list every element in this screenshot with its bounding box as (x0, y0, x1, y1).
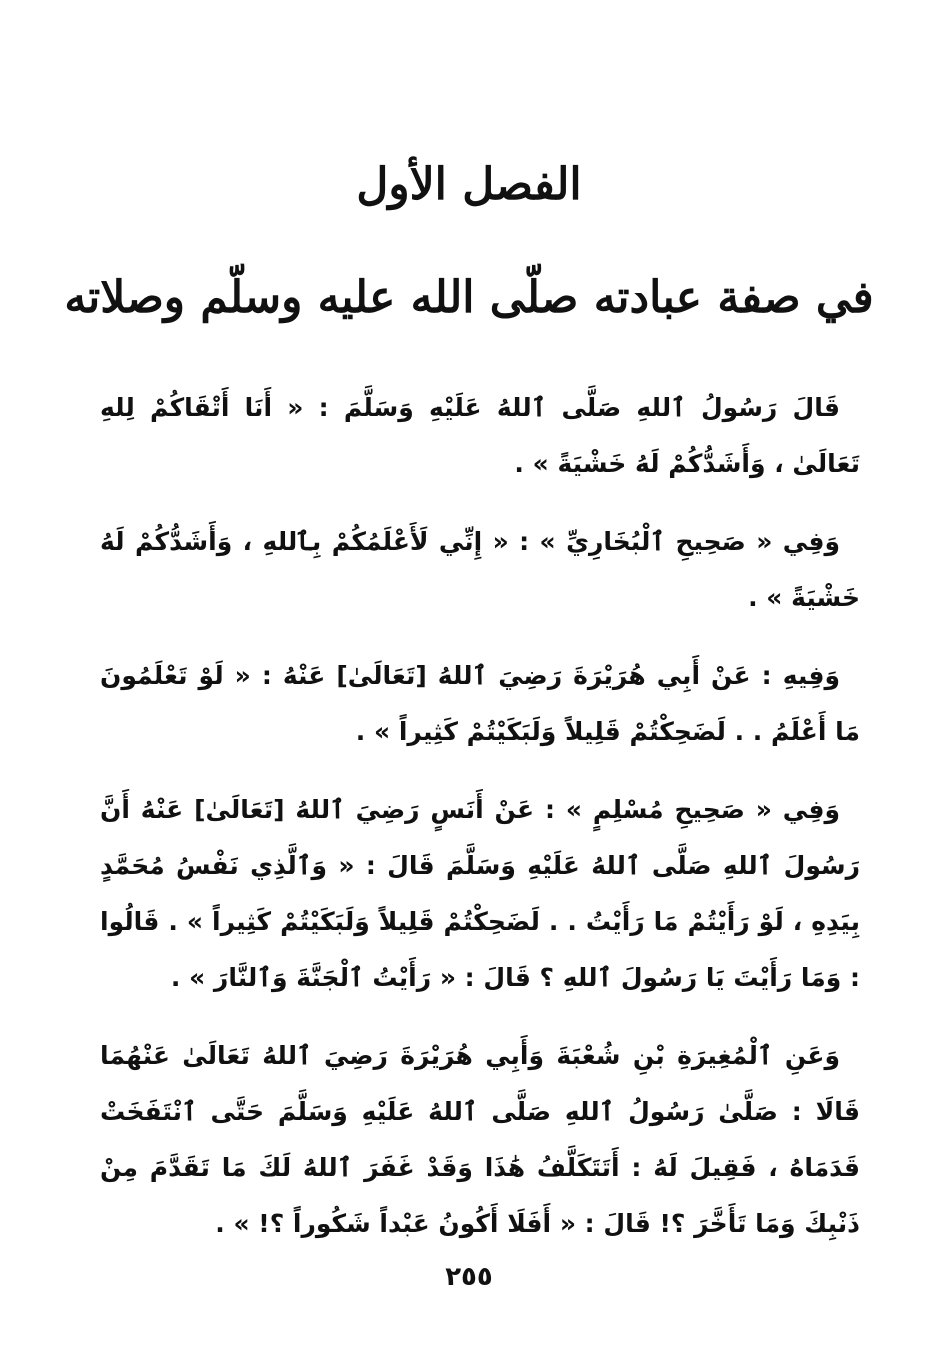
paragraph-2: وَفِي « صَحِيحِ ٱلْبُخَارِيِّ » : « إِنِّي لَأَعْلَمُكُمْ بِٱللهِ ، وَأَشَدُّكُمْ لَهُ خَشْيَةً » . (100, 527, 860, 612)
chapter-subtitle: في صفة عبادته صلّى الله عليه وسلّم وصلاته (64, 272, 874, 323)
body-text (100, 380, 860, 1274)
page-number: ٢٥٥ (445, 1262, 493, 1292)
paragraph-3: وَفِيهِ : عَنْ أَبِي هُرَيْرَةَ رَضِيَ ٱللهُ [تَعَالَىٰ] عَنْهُ : « لَوْ تَعْلَمُونَ مَا أَعْلَمُ . . لَضَحِكْتُمْ قَلِيلاً وَلَبَكَيْتُمْ كَثِيراً » . (100, 661, 860, 746)
paragraph-1: قَالَ رَسُولُ ٱللهِ صَلَّى ٱللهُ عَلَيْهِ وَسَلَّمَ : « أَنَا أَتْقَاكُمْ لِلهِ تَعَالَىٰ ، وَأَشَدُّكُمْ لَهُ خَشْيَةً » . (100, 393, 860, 478)
paragraph-5: وَعَنِ ٱلْمُغِيرَةِ بْنِ شُعْبَةَ وَأَبِي هُرَيْرَةَ رَضِيَ ٱللهُ تَعَالَىٰ عَنْهُمَا قَالَا : صَلَّىٰ رَسُولُ ٱللهِ صَلَّى ٱللهُ عَلَيْهِ وَسَلَّمَ حَتَّى ٱنْتَفَخَتْ قَدَمَاهُ ، فَقِيلَ لَهُ : أَتَتَكَلَّفُ هَٰذَا وَقَدْ غَفَرَ ٱللهُ لَكَ مَا تَقَدَّمَ مِنْ ذَنْبِكَ وَمَا تَأَخَّرَ ؟! قَالَ : « أَفَلَا أَكُونُ عَبْداً شَكُوراً ؟! » . (100, 1041, 860, 1238)
chapter-title: الفصل الأول (356, 159, 582, 210)
paragraph-4: وَفِي « صَحِيحِ مُسْلِمٍ » : عَنْ أَنَسٍ رَضِيَ ٱللهُ [تَعَالَىٰ] عَنْهُ أَنَّ رَسُولَ ٱللهِ صَلَّى ٱللهُ عَلَيْهِ وَسَلَّمَ قَالَ : « وَٱلَّذِي نَفْسُ مُحَمَّدٍ بِيَدِهِ ، لَوْ رَأَيْتُمْ مَا رَأَيْتُ . . لَضَحِكْتُمْ قَلِيلاً وَلَبَكَيْتُمْ كَثِيراً » . قَالُوا : وَمَا رَأَيْتَ يَا رَسُولَ ٱللهِ ؟ قَالَ : « رَأَيْتُ ٱلْجَنَّةَ وَٱلنَّارَ » . (100, 795, 860, 992)
